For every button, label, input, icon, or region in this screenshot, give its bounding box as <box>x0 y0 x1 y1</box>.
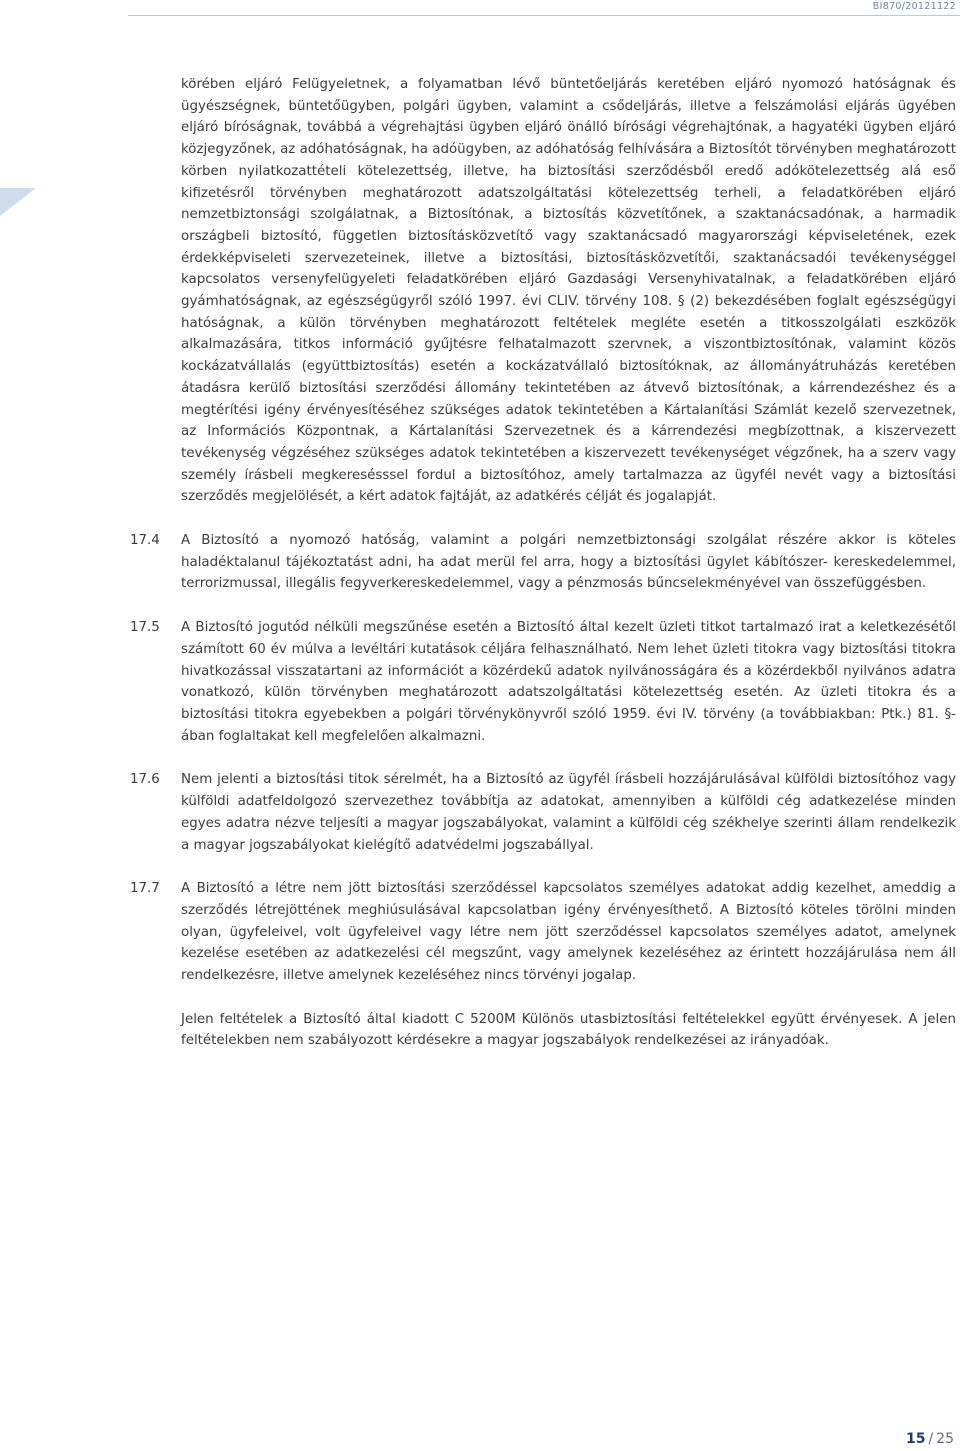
side-tab-marker <box>0 188 36 216</box>
paragraph-text: A Biztosító a nyomozó hatóság, valamint a polgári nemzetbiztonsági szolgálat részére akkor is köteles haladéktalanul tájékoztatást adni, ha adat merül fel arra, hogy a biztosítási ügylet kábítószer- kereskedelemmel, terrorizmussal, illegális fegyverkereskedelemmel, vagy a pénzmosás bűncselekményével van összefüggésben. <box>181 533 956 592</box>
document-body <box>130 74 956 1052</box>
paragraph-text: Jelen feltételek a Biztosító által kiadott C 5200M Különös utasbiztosítási feltételekkel együtt érvényesek. A jelen feltételekben nem szabályozott kérdésekre a magyar jogszabályok rendelkezései az irányadóak. <box>181 1011 956 1049</box>
paragraph-number <box>130 74 181 508</box>
current-page-number: 15 <box>905 1431 926 1447</box>
paragraph-number: 17.5 <box>130 620 160 636</box>
paragraph-closing <box>130 1009 956 1052</box>
paragraph-text: körében eljáró Felügyeletnek, a folyamatban lévő büntetőeljárás keretében eljáró nyomozó hatóságnak és ügyészségnek, büntetőügyben, polgári ügyben, valamint a csődeljárás, illetve a felszámolási eljárás ügyében eljáró bíróságnak, továbbá a végrehajtási ügyben eljáró önálló bírósági végrehajtónak, a hagyatéki ügyben eljáró közjegyzőnek, az adóhatóságnak, ha adóügyben, az adóhatóság felhívására a Biztosítót törvényben meghatározott körben nyilatkozattételi kötelezettség, illetve, ha biztosítási szerződésből eredő adókötelezettség alá eső kifizetésről törvényben meghatározott adatszolgáltatási kötelezettség terheli, a feladatkörében eljáró nemzetbiztonsági szolgálatnak, a Biztosítónak, a biztosítás közvetítőnek, a szaktanácsadónak, a harmadik országbeli biztosító, független biztosításközvetítő vagy szaktanácsadó magyarországi képviseletének, ezek érdekképviseleti szervezeteinek, illetve a biztosítási, biztosításközvetítői, szaktanácsadói tevékenységgel kapcsolatos versenyfelügyeleti feladatkörében eljáró Gazdasági Versenyhivatalnak, a feladatkörében eljáró gyámhatóságnak, az egészségügyről szóló 1997. évi CLIV. törvény 108. § (2) bekezdésében foglalt egészségügyi hatóságnak, a külön törvényben meghatározott feltételek megléte esetén a titkosszolgálati eszközök alkalmazására, titkos információ gyűjtésre felhatalmazott szervnek, a viszontbiztosítónak, valamint közös kockázatvállalás (együttbiztosítás) esetén a kockázatvállaló biztosítóknak, az állományátruházás keretében átadásra kerülő biztosítási szerződési állomány tekintetében az átvevő biztosítónak, a kárrendezéshez és a megtérítési igény érvényesítéséhez szükséges adatok tekintetében a Kártalanítási Számlát kezelő szervezetnek, az Információs Központnak, a Kártalanítási Szervezetnek és a kárrendezési megbízottnak, a kiszervezett tevékenység végzéséhez szükséges adatok tekintetében a kiszervezett tevékenységet végzőnek, ha a szerv vagy személy írásbeli megkeresésssel fordul a biztosítóhoz, amely tartalmazza az ügyfél nevét vagy a biztosítási szerződés megjelölését, a kért adatok fajtáját, az adatkérés célját és jogalapját. <box>181 77 956 505</box>
paragraph-text: A Biztosító jogutód nélküli megszűnése esetén a Biztosító által kezelt üzleti titkot tartalmazó irat a keletkezésétől számított 60 év múlva a levéltári kutatások céljára felhasználható. Nem lehet üzleti titokra vagy biztosítási titokra hivatkozással visszatartani az információt a közérdekű adatok nyilvánosságára és a közérdekből nyilvános adatra vonatkozó, külön törvényben meghatározott adatszolgáltatási kötelezettség esetén. Az üzleti titokra és a biztosítási titokra egyebekben a polgári törvénykönyvről szóló 1959. évi IV. törvény (a továbbiakban: Ptk.) 81. §-ában foglaltakat kell megfelelően alkalmazni. <box>181 620 956 744</box>
paragraph-text: A Biztosító a létre nem jött biztosítási szerződéssel kapcsolatos személyes adatokat addig kezelhet, ameddig a szerződés létrejöttének meghiúsulásával kapcsolatban igény érvényesíthető. A Biztosító köteles törölni minden olyan, ügyfeleivel, volt ügyfeleivel vagy létre nem jött szerződéssel kapcsolatos személyes adatot, amelynek kezelése esetében az adatkezelési cél megszűnt, vagy amelynek kezeléséhez az érintett hozzájárulása nem áll rendelkezésre, illetve amelynek kezeléséhez nincs törvényi jogalap. <box>181 881 956 984</box>
paragraph-text: Nem jelenti a biztosítási titok sérelmét, ha a Biztosító az ügyfél írásbeli hozzájárulásával külföldi biztosítóhoz vagy külföldi adatfeldolgozó szervezethez továbbítja az adatokat, amennyiben a külföldi cég adatkezelése minden egyes adatra nézve teljesíti a magyar jogszabályokat, valamint a külföldi cég székhelye szerinti állam rendelkezik a magyar jogszabályokat kielégítő adatvédelmi jogszabállyal. <box>181 772 956 853</box>
paragraph-number: 17.6 <box>130 772 160 788</box>
paragraph-17-6 <box>130 769 956 856</box>
total-pages-number: 25 <box>936 1431 954 1447</box>
paragraph-17-4 <box>130 530 956 595</box>
page-separator: / <box>928 1431 934 1447</box>
header-rule <box>128 15 960 16</box>
paragraph-17-7 <box>130 878 956 987</box>
document-code: BI870/20121122 <box>872 1 956 12</box>
paragraph-number: 17.4 <box>130 533 160 549</box>
paragraph-continuation <box>130 74 956 508</box>
paragraph-number <box>130 1009 181 1052</box>
page-number <box>906 1431 954 1447</box>
paragraph-17-5 <box>130 617 956 747</box>
paragraph-number: 17.7 <box>130 881 160 897</box>
